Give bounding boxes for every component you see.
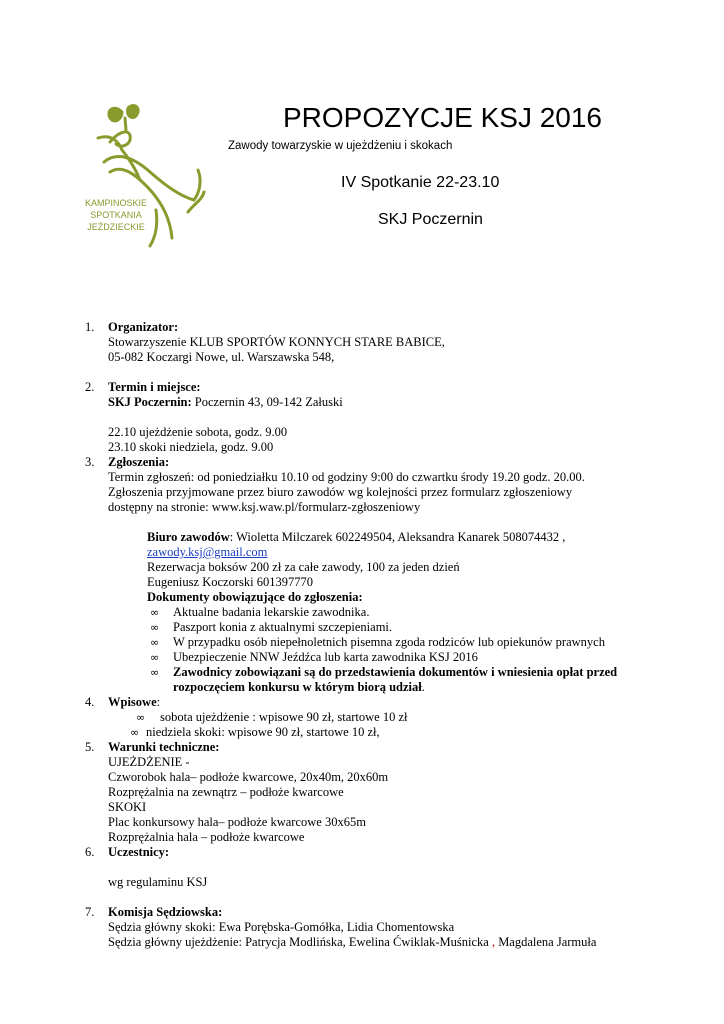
organizer-address: 05-082 Koczargi Nowe, ul. Warszawska 548, [108, 350, 335, 364]
participants-rule: wg regulaminu KSJ [108, 875, 208, 889]
office-line [147, 530, 702, 545]
entries-deadline: Termin zgłoszeń: od poniedziałku 10.10 od godziny 9:00 do czwartku środy 19.20 godz. 20.00. [108, 470, 585, 484]
section-number: 1. [85, 320, 95, 334]
section-title: Organizator: [108, 320, 179, 334]
technical-line: UJEŻDŻENIE - [108, 755, 190, 769]
judges-jumping: Sędzia główny skoki: Ewa Porębska-Gomółka, Lidia Chomentowska [108, 920, 455, 934]
section-title: Komisja Sędziowska: [108, 905, 223, 919]
place-value: Poczernin 43, 09-142 Załuski [191, 395, 343, 409]
venue-info: SKJ Poczernin [378, 211, 483, 228]
section-number: 7. [85, 905, 95, 919]
infinity-bullet-icon: ∞ [150, 636, 160, 649]
infinity-bullet-icon: ∞ [150, 621, 160, 634]
logo [70, 100, 220, 250]
section-number: 2. [85, 380, 95, 394]
section-participants [82, 845, 702, 890]
document-subtitle: Zawody towarzyskie w ujeżdżeniu i skokach [228, 140, 453, 152]
infinity-bullet-icon: ∞ [150, 606, 160, 619]
logo-text-line-3: JEŹDZIECKIE [87, 222, 145, 232]
section-organizer [82, 320, 702, 365]
stable-booking: Rezerwacja boksów 200 zł za całe zawody, 100 za jeden dzień [147, 560, 460, 574]
section-title-line: Wpisowe: [108, 695, 161, 709]
meeting-info: IV Spotkanie 22-23.10 [341, 174, 500, 191]
technical-line: Plac konkursowy hala– podłoże kwarcowe 30x65m [108, 815, 366, 829]
section-technical [82, 740, 702, 845]
fee-jumping: ∞ niedziela skoki: wpisowe 90 zł, startowe 10 zł, [130, 725, 380, 739]
organizer-name: Stowarzyszenie KLUB SPORTÓW KONNYCH STARE BABICE, [108, 335, 445, 349]
date-dressage: 22.10 ujeżdżenie sobota, godz. 9.00 [108, 425, 288, 439]
fee-dressage: ∞ sobota ujeżdżenie : wpisowe 90 zł, startowe 10 zł [136, 710, 408, 724]
logo-text-line-1: KAMPINOSKIE [84, 198, 147, 208]
technical-line: Rozprężalnia hala – podłoże kwarcowe [108, 830, 305, 844]
office-value: : Wioletta Milczarek 602249504, Aleksandra Kanarek 508074432 , [229, 530, 566, 544]
list-item: ∞ Zawodnicy zobowiązani są do przedstawienia dokumentów i wniesienia opłat przed rozpoczęciem konkursu w którym biorą udział. [150, 665, 618, 694]
technical-line: Rozprężalnia na zewnątrz – podłoże kwarcowe [108, 785, 344, 799]
infinity-bullet-icon: ∞ [130, 726, 140, 739]
section-fees [82, 695, 702, 740]
section-title: Termin i miejsce: [108, 380, 201, 394]
list-item: ∞ Paszport konia z aktualnymi szczepieniami. [150, 620, 393, 634]
section-title: Zgłoszenia: [108, 455, 170, 469]
place-line [108, 395, 702, 410]
section-entries [82, 455, 702, 695]
section-date-place [82, 380, 702, 455]
section-title: Uczestnicy: [108, 845, 170, 859]
section-number: 5. [85, 740, 95, 754]
place-label: SKJ Poczernin: [108, 395, 192, 409]
infinity-bullet-icon: ∞ [136, 711, 146, 724]
section-title: Warunki techniczne: [108, 740, 220, 754]
email-link[interactable]: zawody.ksj@gmail.com [147, 545, 268, 559]
documents-title: Dokumenty obowiązujące do zgłoszenia: [147, 590, 363, 604]
section-judges [82, 905, 702, 950]
technical-line: Czworobok hala– podłoże kwarcowe, 20x40m, 20x60m [108, 770, 389, 784]
judges-dressage: Sędzia główny ujeżdżenie: Patrycja Modlińska, Ewelina Ćwiklak-Muśnicka , Magdalena Jarmuła [108, 935, 597, 949]
logo-text-line-2: SPOTKANIA [90, 210, 142, 220]
infinity-bullet-icon: ∞ [150, 666, 160, 679]
section-number: 3. [85, 455, 95, 469]
list-item: ∞ Ubezpieczenie NNW Jeźdźca lub karta zawodnika KSJ 2016 [150, 650, 478, 664]
technical-line: SKOKI [108, 800, 147, 814]
section-title: Wpisowe [108, 695, 157, 709]
logo-text [76, 197, 156, 233]
entries-method: Zgłoszenia przyjmowane przez biuro zawodów wg kolejności przez formularz zgłoszeniowy [108, 485, 573, 499]
office-label: Biuro zawodów [147, 530, 230, 544]
entries-form-url: dostępny na stronie: www.ksj.waw.pl/formularz-zgłoszeniowy [108, 500, 421, 514]
section-number: 6. [85, 845, 95, 859]
contact-person: Eugeniusz Koczorski 601397770 [147, 575, 313, 589]
section-number: 4. [85, 695, 95, 709]
infinity-bullet-icon: ∞ [150, 651, 160, 664]
list-item: ∞ W przypadku osób niepełnoletnich pisemna zgoda rodziców lub opiekunów prawnych [150, 635, 605, 649]
document-title: PROPOZYCJE KSJ 2016 [283, 102, 603, 133]
document-body [82, 320, 702, 950]
list-item: ∞ Aktualne badania lekarskie zawodnika. [150, 605, 370, 619]
date-jumping: 23.10 skoki niedziela, godz. 9.00 [108, 440, 274, 454]
